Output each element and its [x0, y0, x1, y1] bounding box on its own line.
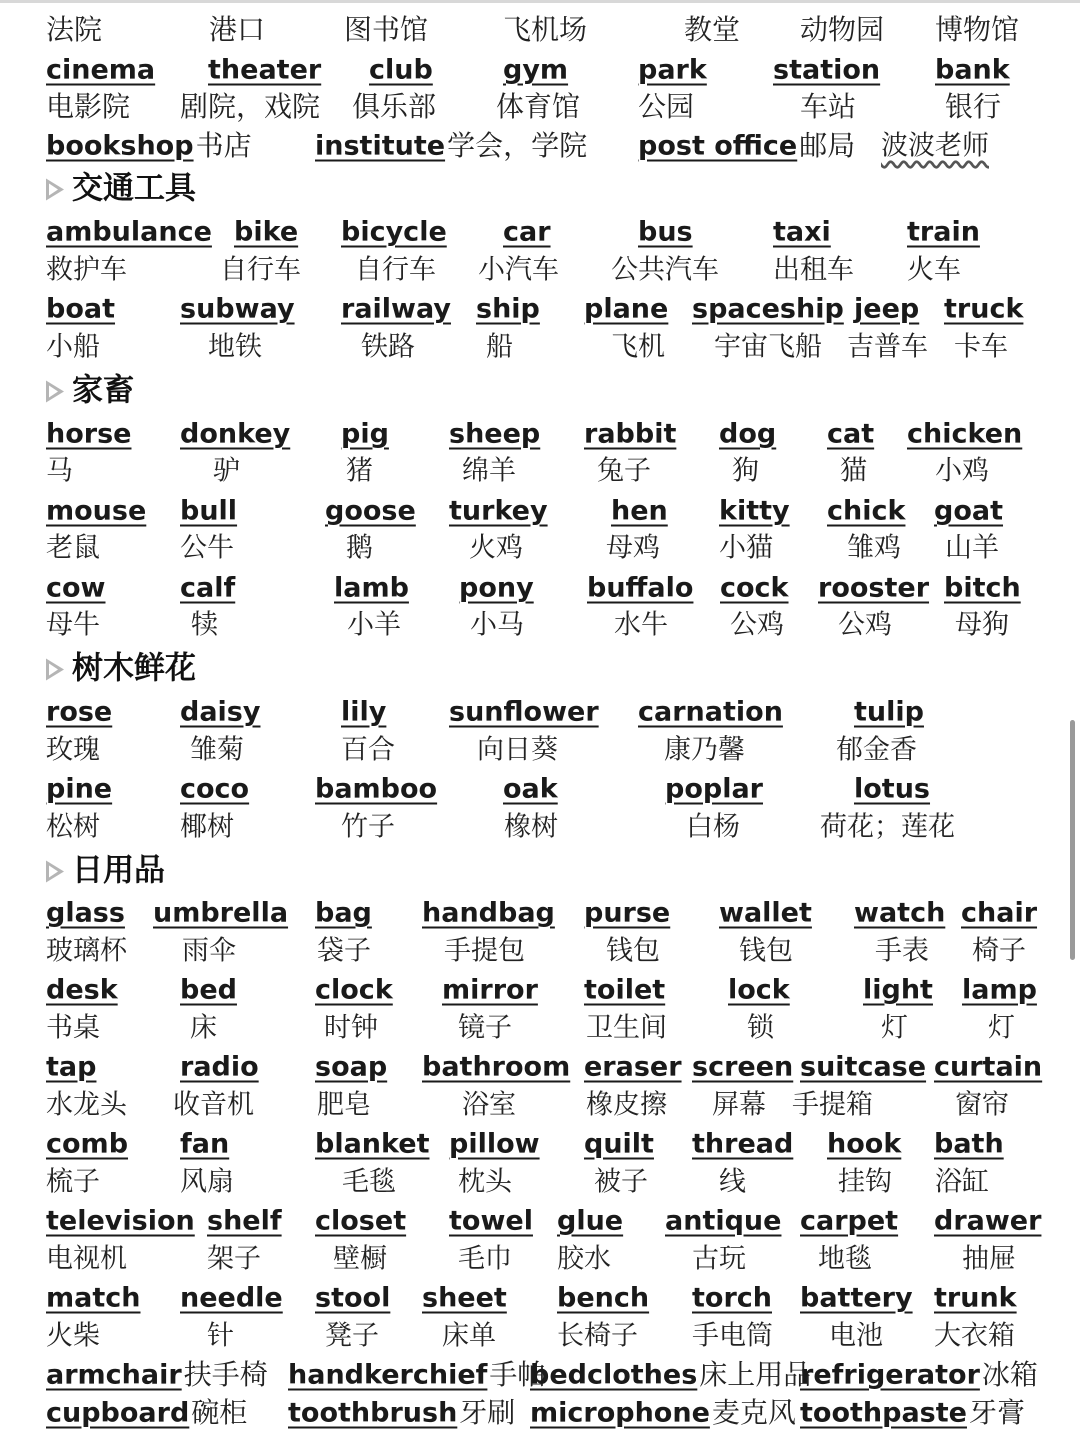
english-word: comb [46, 1128, 129, 1160]
english-word: pig [341, 418, 389, 450]
chinese-word: 毛毯 [342, 1166, 396, 1198]
chinese-word: 牙膏 [968, 1396, 1025, 1429]
chinese-word: 碗柜 [191, 1396, 248, 1429]
top-edge-bar [0, 0, 1080, 3]
chinese-word: 母牛 [46, 609, 100, 641]
chinese-word: 针 [207, 1320, 234, 1352]
english-word: needle [180, 1282, 283, 1314]
chinese-word: 小鸡 [935, 455, 989, 487]
section-heading-transport [46, 170, 196, 207]
chinese-word: 火柴 [46, 1320, 100, 1352]
english-word: clock [315, 974, 393, 1006]
chinese-word: 自行车 [220, 254, 301, 286]
english-word: drawer [934, 1205, 1042, 1237]
chinese-word: 康乃馨 [664, 734, 745, 766]
section-title: 树木鲜花 [72, 650, 196, 687]
chinese-word: 体育馆 [496, 90, 581, 123]
english-word: cat [827, 418, 875, 450]
english-word: handkerchief [288, 1359, 488, 1391]
english-word: rabbit [584, 418, 677, 450]
english-word: bus [638, 216, 693, 248]
english-word: bed [180, 974, 237, 1006]
chinese-word: 公鸡 [838, 609, 892, 641]
chinese-word: 动物园 [800, 13, 885, 46]
chinese-word: 雨伞 [182, 935, 236, 967]
triangle-bullet-icon [46, 380, 64, 402]
english-word: goose [325, 495, 416, 527]
chinese-word: 公牛 [180, 532, 234, 564]
chinese-word: 鹅 [346, 532, 373, 564]
english-word: railway [341, 293, 451, 325]
chinese-word: 麦克风 [711, 1396, 796, 1429]
chinese-word: 肥皂 [317, 1089, 371, 1121]
chinese-word: 法院 [46, 13, 103, 46]
chinese-word: 书桌 [46, 1012, 100, 1044]
chinese-word: 椰树 [180, 811, 234, 843]
chinese-word: 电影院 [46, 90, 131, 123]
english-word: torch [692, 1282, 772, 1314]
english-word: desk [46, 974, 118, 1006]
chinese-word: 玻璃杯 [46, 935, 127, 967]
english-word: light [863, 974, 933, 1006]
english-word: toothbrush [288, 1397, 458, 1429]
english-word: hen [611, 495, 668, 527]
english-word: oak [503, 773, 558, 805]
english-word: bamboo [315, 773, 438, 805]
english-word: sheep [449, 418, 541, 450]
chinese-word: 出租车 [773, 254, 854, 286]
chinese-word: 挂钩 [838, 1166, 892, 1198]
english-word: taxi [773, 216, 831, 248]
english-word: wallet [719, 897, 812, 929]
chinese-word: 火车 [907, 254, 961, 286]
english-word: chick [827, 495, 906, 527]
chinese-word: 大衣箱 [934, 1320, 1015, 1352]
chinese-word: 兔子 [597, 455, 651, 487]
chinese-word: 学会，学院 [447, 129, 588, 162]
chinese-word: 小猫 [719, 532, 773, 564]
english-word: soap [315, 1051, 388, 1083]
chinese-word: 橡树 [504, 811, 558, 843]
english-word: quilt [584, 1128, 654, 1160]
english-word: carnation [638, 696, 783, 728]
english-word: bull [180, 495, 238, 527]
english-word: toilet [584, 974, 666, 1006]
english-word: bookshop [46, 130, 194, 162]
chinese-word: 火鸡 [469, 532, 523, 564]
chinese-word: 地毯 [818, 1243, 872, 1275]
chinese-word: 郁金香 [836, 734, 917, 766]
chinese-word: 窗帘 [955, 1089, 1009, 1121]
chinese-word: 凳子 [325, 1320, 379, 1352]
chinese-word: 公园 [638, 90, 695, 123]
english-word: spaceship [692, 293, 844, 325]
chinese-word: 手提箱 [792, 1089, 873, 1121]
english-word: fan [180, 1128, 230, 1160]
section-heading-livestock [46, 372, 134, 409]
section-heading-daily [46, 852, 165, 889]
english-word: watch [854, 897, 946, 929]
chinese-word: 灯 [988, 1012, 1015, 1044]
english-word: boat [46, 293, 116, 325]
english-word: institute [315, 130, 446, 162]
chinese-word: 驴 [213, 455, 240, 487]
english-word: kitty [719, 495, 790, 527]
english-word: pillow [449, 1128, 540, 1160]
chinese-word: 手提包 [444, 935, 525, 967]
chinese-word: 向日葵 [477, 734, 558, 766]
author-signature: 波波老师 [881, 130, 989, 162]
chinese-word: 公鸡 [730, 609, 784, 641]
english-word: chicken [907, 418, 1023, 450]
chinese-word: 小船 [46, 331, 100, 363]
english-word: rooster [818, 572, 930, 604]
english-word: daisy [180, 696, 261, 728]
chinese-word: 母狗 [955, 609, 1009, 641]
english-word: hook [827, 1128, 902, 1160]
chinese-word: 水龙头 [46, 1089, 127, 1121]
english-word: park [638, 54, 707, 86]
english-word: calf [180, 572, 236, 604]
english-word: glue [557, 1205, 624, 1237]
section-title: 交通工具 [72, 170, 196, 207]
english-word: carpet [800, 1205, 899, 1237]
chinese-word: 宇宙飞船 [714, 331, 822, 363]
english-word: pine [46, 773, 113, 805]
english-word: umbrella [153, 897, 289, 929]
chinese-word: 扶手椅 [183, 1358, 268, 1391]
chinese-word: 梳子 [46, 1166, 100, 1198]
chinese-word: 雏鸡 [847, 532, 901, 564]
triangle-bullet-icon [46, 860, 64, 882]
chinese-word: 剧院，戏院 [180, 90, 321, 123]
english-word: suitcase [800, 1051, 927, 1083]
english-word: purse [584, 897, 671, 929]
english-word: subway [180, 293, 295, 325]
chinese-word: 飞机 [611, 331, 665, 363]
chinese-word: 抽屉 [962, 1243, 1016, 1275]
english-word: stool [315, 1282, 391, 1314]
english-word: sunflower [449, 696, 599, 728]
english-word: lotus [854, 773, 931, 805]
triangle-bullet-icon [46, 178, 64, 200]
chinese-word: 自行车 [355, 254, 436, 286]
english-word: battery [800, 1282, 913, 1314]
chinese-word: 图书馆 [344, 13, 429, 46]
english-word: bitch [944, 572, 1021, 604]
chinese-word: 被子 [594, 1166, 648, 1198]
chinese-word: 老鼠 [46, 532, 100, 564]
chinese-word: 钱包 [739, 935, 793, 967]
chinese-word: 毛巾 [458, 1243, 512, 1275]
english-word: bank [935, 54, 1010, 86]
english-word: bicycle [341, 216, 447, 248]
chinese-word: 松树 [46, 811, 100, 843]
english-word: mouse [46, 495, 147, 527]
chinese-word: 船 [486, 331, 513, 363]
english-word: plane [584, 293, 669, 325]
chinese-word: 床上用品 [699, 1358, 812, 1391]
english-word: post office [638, 130, 798, 162]
chinese-word: 俱乐部 [352, 90, 437, 123]
english-word: blanket [315, 1128, 430, 1160]
english-word: lamb [334, 572, 409, 604]
triangle-bullet-icon [46, 658, 64, 680]
chinese-word: 牙刷 [459, 1396, 516, 1429]
english-word: gym [503, 54, 569, 86]
chinese-word: 浴缸 [935, 1166, 989, 1198]
english-word: shelf [207, 1205, 282, 1237]
english-word: coco [180, 773, 250, 805]
chinese-word: 铁路 [361, 331, 415, 363]
section-title: 日用品 [72, 852, 165, 889]
section-title: 家畜 [72, 372, 134, 409]
chinese-word: 书店 [195, 129, 252, 162]
english-word: tulip [854, 696, 924, 728]
english-word: turkey [449, 495, 548, 527]
chinese-word: 手电筒 [692, 1320, 773, 1352]
english-word: bedclothes [530, 1359, 698, 1391]
chinese-word: 地铁 [208, 331, 262, 363]
english-word: station [773, 54, 881, 86]
english-word: lock [728, 974, 790, 1006]
chinese-word: 屏幕 [712, 1089, 766, 1121]
english-word: club [369, 54, 433, 86]
english-word: mirror [442, 974, 538, 1006]
english-word: antique [665, 1205, 782, 1237]
chinese-word: 灯 [881, 1012, 908, 1044]
chinese-word: 架子 [207, 1243, 261, 1275]
chinese-word: 水牛 [614, 609, 668, 641]
chinese-word: 山羊 [945, 532, 999, 564]
chinese-word: 狗 [732, 455, 759, 487]
chinese-word: 雏菊 [190, 734, 244, 766]
english-word: poplar [665, 773, 763, 805]
chinese-word: 竹子 [341, 811, 395, 843]
chinese-word: 教堂 [684, 13, 741, 46]
chinese-word: 港口 [209, 13, 266, 46]
english-word: chair [961, 897, 1038, 929]
english-word: sheet [422, 1282, 507, 1314]
english-word: trunk [934, 1282, 1017, 1314]
chinese-word: 古玩 [692, 1243, 746, 1275]
chinese-word: 锁 [747, 1012, 774, 1044]
chinese-word: 钱包 [606, 935, 660, 967]
chinese-word: 收音机 [173, 1089, 254, 1121]
chinese-word: 浴室 [462, 1089, 516, 1121]
scrollbar-thumb[interactable] [1070, 720, 1075, 960]
chinese-word: 风扇 [180, 1166, 234, 1198]
chinese-word: 绵羊 [462, 455, 516, 487]
english-word: armchair [46, 1359, 182, 1391]
chinese-word: 床单 [442, 1320, 496, 1352]
chinese-word: 车站 [800, 90, 857, 123]
chinese-word: 电池 [829, 1320, 883, 1352]
chinese-word: 博物馆 [935, 13, 1020, 46]
chinese-word: 袋子 [317, 935, 371, 967]
chinese-word: 枕头 [458, 1166, 512, 1198]
english-word: lily [341, 696, 387, 728]
english-word: donkey [180, 418, 291, 450]
chinese-word: 马 [46, 455, 73, 487]
english-word: goat [934, 495, 1004, 527]
english-word: pony [459, 572, 534, 604]
chinese-word: 银行 [945, 90, 1002, 123]
chinese-word: 线 [719, 1166, 746, 1198]
english-word: radio [180, 1051, 259, 1083]
chinese-word: 长椅子 [557, 1320, 638, 1352]
english-word: ambulance [46, 216, 212, 248]
english-word: thread [692, 1128, 794, 1160]
english-word: handbag [422, 897, 555, 929]
english-word: eraser [584, 1051, 682, 1083]
chinese-word: 镜子 [458, 1012, 512, 1044]
english-word: closet [315, 1205, 407, 1237]
english-word: lamp [962, 974, 1037, 1006]
chinese-word: 橡皮擦 [586, 1089, 667, 1121]
chinese-word: 小羊 [347, 609, 401, 641]
chinese-word: 救护车 [46, 254, 127, 286]
english-word: screen [692, 1051, 794, 1083]
english-word: towel [449, 1205, 533, 1237]
english-word: bike [234, 216, 299, 248]
chinese-word: 百合 [341, 734, 395, 766]
section-heading-flowers [46, 650, 196, 687]
english-word: cock [720, 572, 789, 604]
english-word: horse [46, 418, 132, 450]
english-word: curtain [934, 1051, 1043, 1083]
chinese-word: 猪 [346, 455, 373, 487]
chinese-word: 壁橱 [333, 1243, 387, 1275]
chinese-word: 手表 [875, 935, 929, 967]
english-word: buffalo [587, 572, 694, 604]
english-word: microphone [530, 1397, 710, 1429]
chinese-word: 手帕 [489, 1358, 546, 1391]
chinese-word: 卫生间 [586, 1012, 667, 1044]
chinese-word: 邮局 [799, 129, 856, 162]
english-word: tap [46, 1051, 97, 1083]
chinese-word: 卡车 [954, 331, 1008, 363]
english-word: truck [944, 293, 1024, 325]
chinese-word: 冰箱 [981, 1358, 1038, 1391]
english-word: match [46, 1282, 141, 1314]
english-word: toothpaste [800, 1397, 967, 1429]
english-word: bathroom [422, 1051, 571, 1083]
english-word: television [46, 1205, 195, 1237]
english-word: car [503, 216, 551, 248]
english-word: ship [476, 293, 540, 325]
english-word: glass [46, 897, 125, 929]
chinese-word: 飞机场 [503, 13, 588, 46]
chinese-word: 母鸡 [606, 532, 660, 564]
chinese-word: 小汽车 [478, 254, 559, 286]
english-word: rose [46, 696, 113, 728]
english-word: dog [719, 418, 777, 450]
english-word: bath [934, 1128, 1004, 1160]
chinese-word: 吉普车 [847, 331, 928, 363]
english-word: cinema [46, 54, 156, 86]
chinese-word: 猫 [840, 455, 867, 487]
chinese-word: 胶水 [557, 1243, 611, 1275]
english-word: cow [46, 572, 106, 604]
english-word: bag [315, 897, 372, 929]
chinese-word: 荷花；莲花 [820, 811, 955, 843]
chinese-word: 电视机 [46, 1243, 127, 1275]
english-word: refrigerator [800, 1359, 980, 1391]
chinese-word: 玫瑰 [46, 734, 100, 766]
chinese-word: 床 [190, 1012, 217, 1044]
chinese-word: 时钟 [324, 1012, 378, 1044]
chinese-word: 公共汽车 [611, 254, 719, 286]
english-word: jeep [854, 293, 920, 325]
chinese-word: 椅子 [972, 935, 1026, 967]
english-word: bench [557, 1282, 650, 1314]
chinese-word: 白杨 [686, 811, 740, 843]
english-word: train [907, 216, 980, 248]
chinese-word: 犊 [191, 609, 218, 641]
chinese-word: 小马 [470, 609, 524, 641]
english-word: cupboard [46, 1397, 190, 1429]
english-word: theater [208, 54, 322, 86]
